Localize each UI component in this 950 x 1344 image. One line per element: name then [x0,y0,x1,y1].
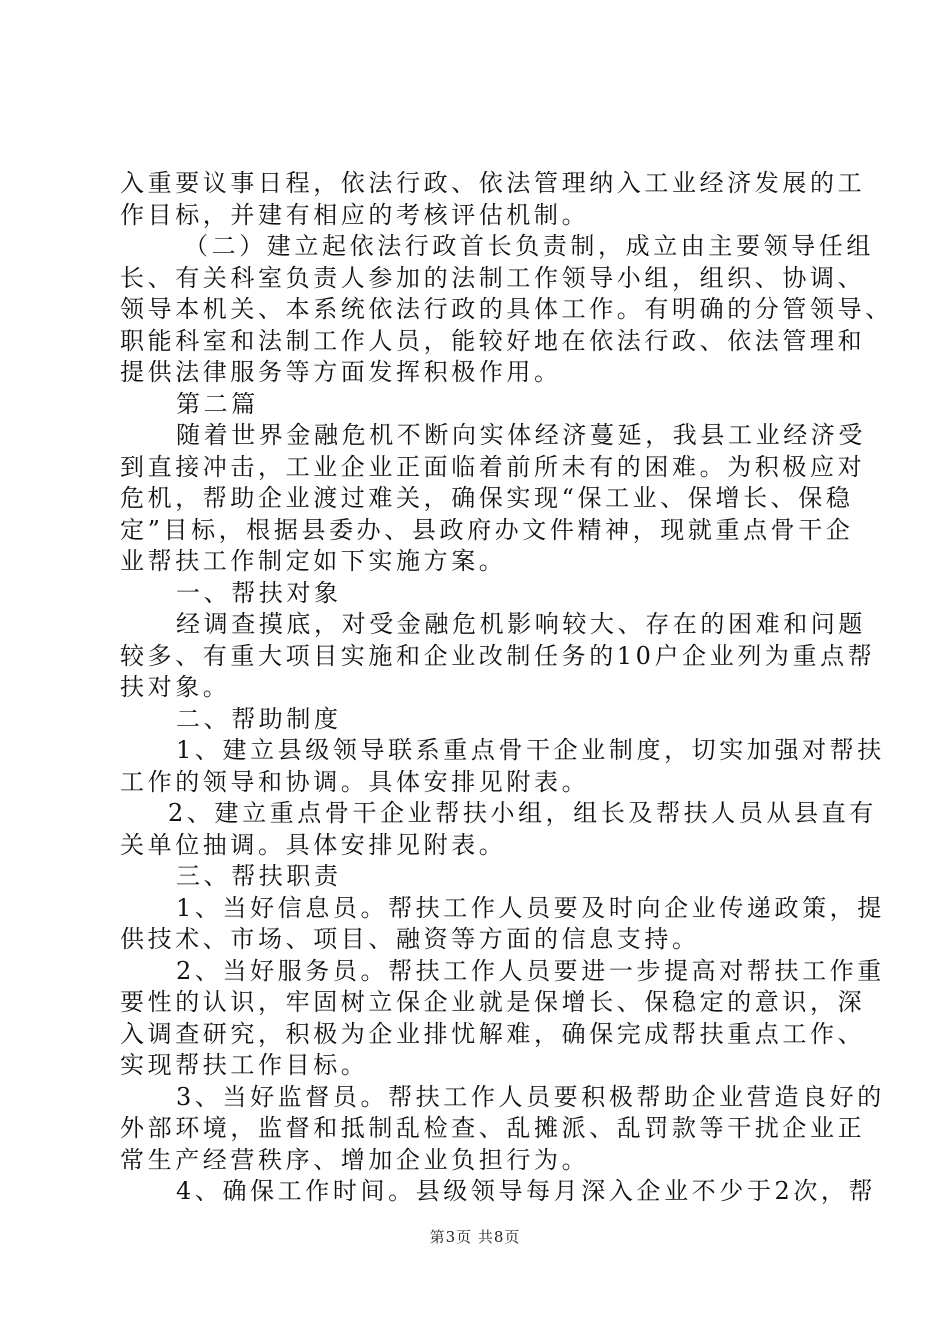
section-heading: 一、帮扶对象 [176,578,342,607]
document-body [120,168,893,1208]
text-line: 实现帮扶工作目标。 [120,1051,369,1079]
text-line: （二）建立起依法行政首长负责制，成立由主要领导任组 [184,232,874,260]
text-line: 作目标，并建有相应的考核评估机制。 [120,200,590,229]
text-line: 入调查研究，积极为企业排忧解难，确保完成帮扶重点工作、 [120,1019,866,1048]
text-line: 较多、有重大项目实施和企业改制任务的10户企业列为重点帮 [120,641,876,670]
text-line: 1、建立县级领导联系重点骨干企业制度，切实加强对帮扶 [176,736,885,764]
page-number: 第3页 共8页 [429,1228,521,1246]
text-line: 关单位抽调。具体安排见附表。 [120,830,507,859]
text-line: 要性的认识，牢固树立保企业就是保增长、保稳定的意识，深 [120,988,866,1016]
text-line: 业帮扶工作制定如下实施方案。 [120,547,507,575]
text-line: 经调查摸底，对受金融危机影响较大、存在的困难和问题 [176,610,866,638]
text-line: 2、建立重点骨干企业帮扶小组，组长及帮扶人员从县直有 [168,799,877,827]
text-line: 供技术、市场、项目、融资等方面的信息支持。 [120,925,700,953]
text-line: 4、确保工作时间。县级领导每月深入企业不少于2次，帮 [176,1177,877,1205]
text-line: 工作的领导和协调。具体安排见附表。 [120,767,590,796]
text-line: 危机，帮助企业渡过难关，确保实现“保工业、保增长、保稳 [120,484,854,512]
text-line: 定”目标，根据县委办、县政府办文件精神，现就重点骨干企 [120,515,854,544]
text-line: 领导本机关、本系统依法行政的具体工作。有明确的分管领导、 [120,295,893,323]
text-line: 入重要议事日程，依法行政、依法管理纳入工业经济发展的工 [120,169,866,197]
text-line: 随着世界金融危机不断向实体经济蔓延，我县工业经济受 [176,421,866,449]
page-footer [0,1226,950,1247]
text-line: 1、当好信息员。帮扶工作人员要及时向企业传递政策，提 [176,893,885,922]
text-line: 外部环境，监督和抵制乱检查、乱摊派、乱罚款等干扰企业正 [120,1114,866,1142]
text-line: 扶对象。 [120,673,231,701]
section-heading: 二、帮助制度 [176,704,342,733]
text-line: 到直接冲击，工业企业正面临着前所未有的困难。为积极应对 [120,452,866,481]
text-line: 提供法律服务等方面发挥积极作用。 [120,358,562,386]
section-heading: 第二篇 [176,389,259,418]
text-line: 长、有关科室负责人参加的法制工作领导小组，组织、协调、 [120,263,866,292]
text-line: 2、当好服务员。帮扶工作人员要进一步提高对帮扶工作重 [176,956,885,985]
text-line: 职能科室和法制工作人员，能较好地在依法行政、依法管理和 [120,326,866,355]
section-heading: 三、帮扶职责 [176,862,342,890]
text-line: 常生产经营秩序、增加企业负担行为。 [120,1145,590,1174]
text-line: 3、当好监督员。帮扶工作人员要积极帮助企业营造良好的 [176,1082,885,1111]
